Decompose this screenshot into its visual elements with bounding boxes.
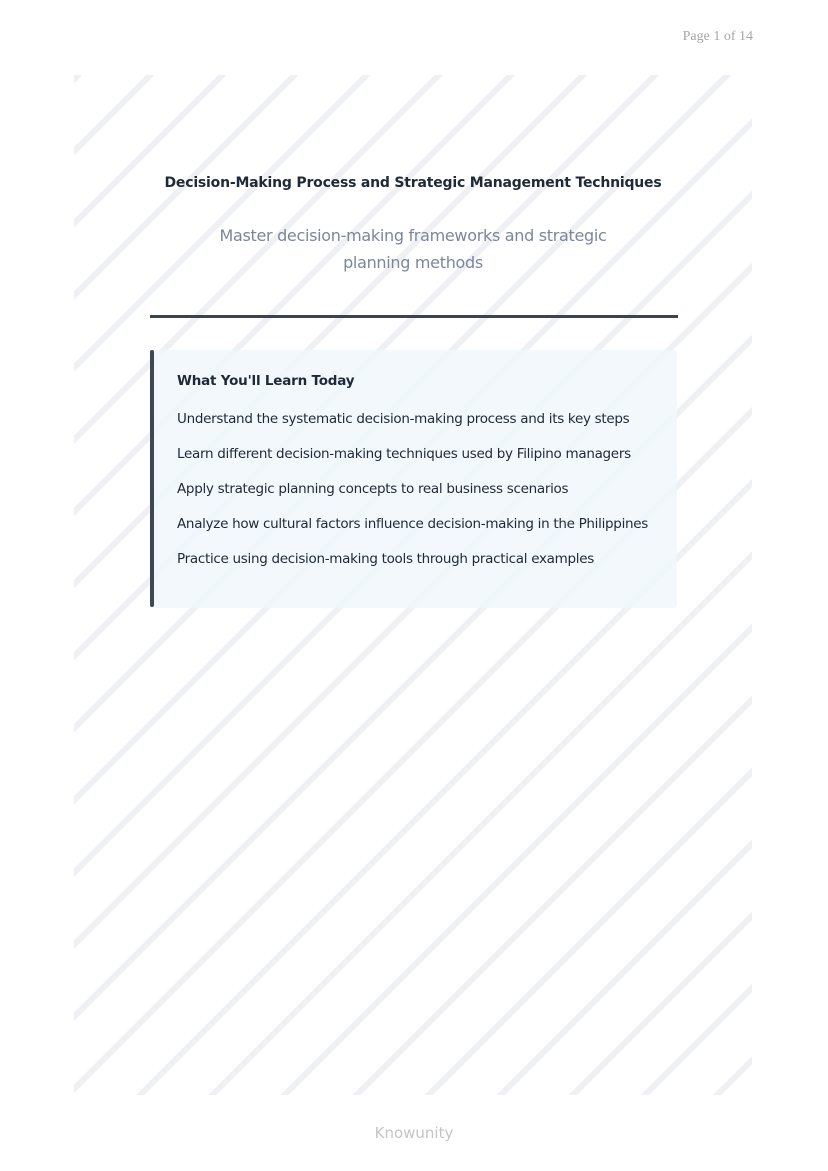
objective-item: Understand the systematic decision-making process and its key steps — [177, 411, 630, 427]
objectives-heading: What You'll Learn Today — [177, 373, 355, 389]
slide-title: Decision-Making Process and Strategic Management Techniques — [164, 175, 662, 191]
footer-brand: Knowunity — [374, 1124, 454, 1142]
objective-item: Learn different decision-making techniques used by Filipino managers — [177, 446, 631, 462]
slide-page — [74, 75, 752, 1095]
objective-item: Practice using decision-making tools through practical examples — [177, 551, 594, 567]
title-divider — [150, 315, 678, 318]
accent-bar — [150, 350, 154, 607]
learning-objectives-box — [150, 350, 677, 608]
page-indicator: Page 1 of 14 — [682, 29, 753, 44]
objective-item: Apply strategic planning concepts to real business scenarios — [177, 481, 569, 497]
slide-subtitle: Master decision-making frameworks and strategic planning methods — [219, 226, 607, 272]
objective-item: Analyze how cultural factors influence decision-making in the Philippines — [177, 516, 649, 532]
objectives-list — [177, 411, 648, 586]
